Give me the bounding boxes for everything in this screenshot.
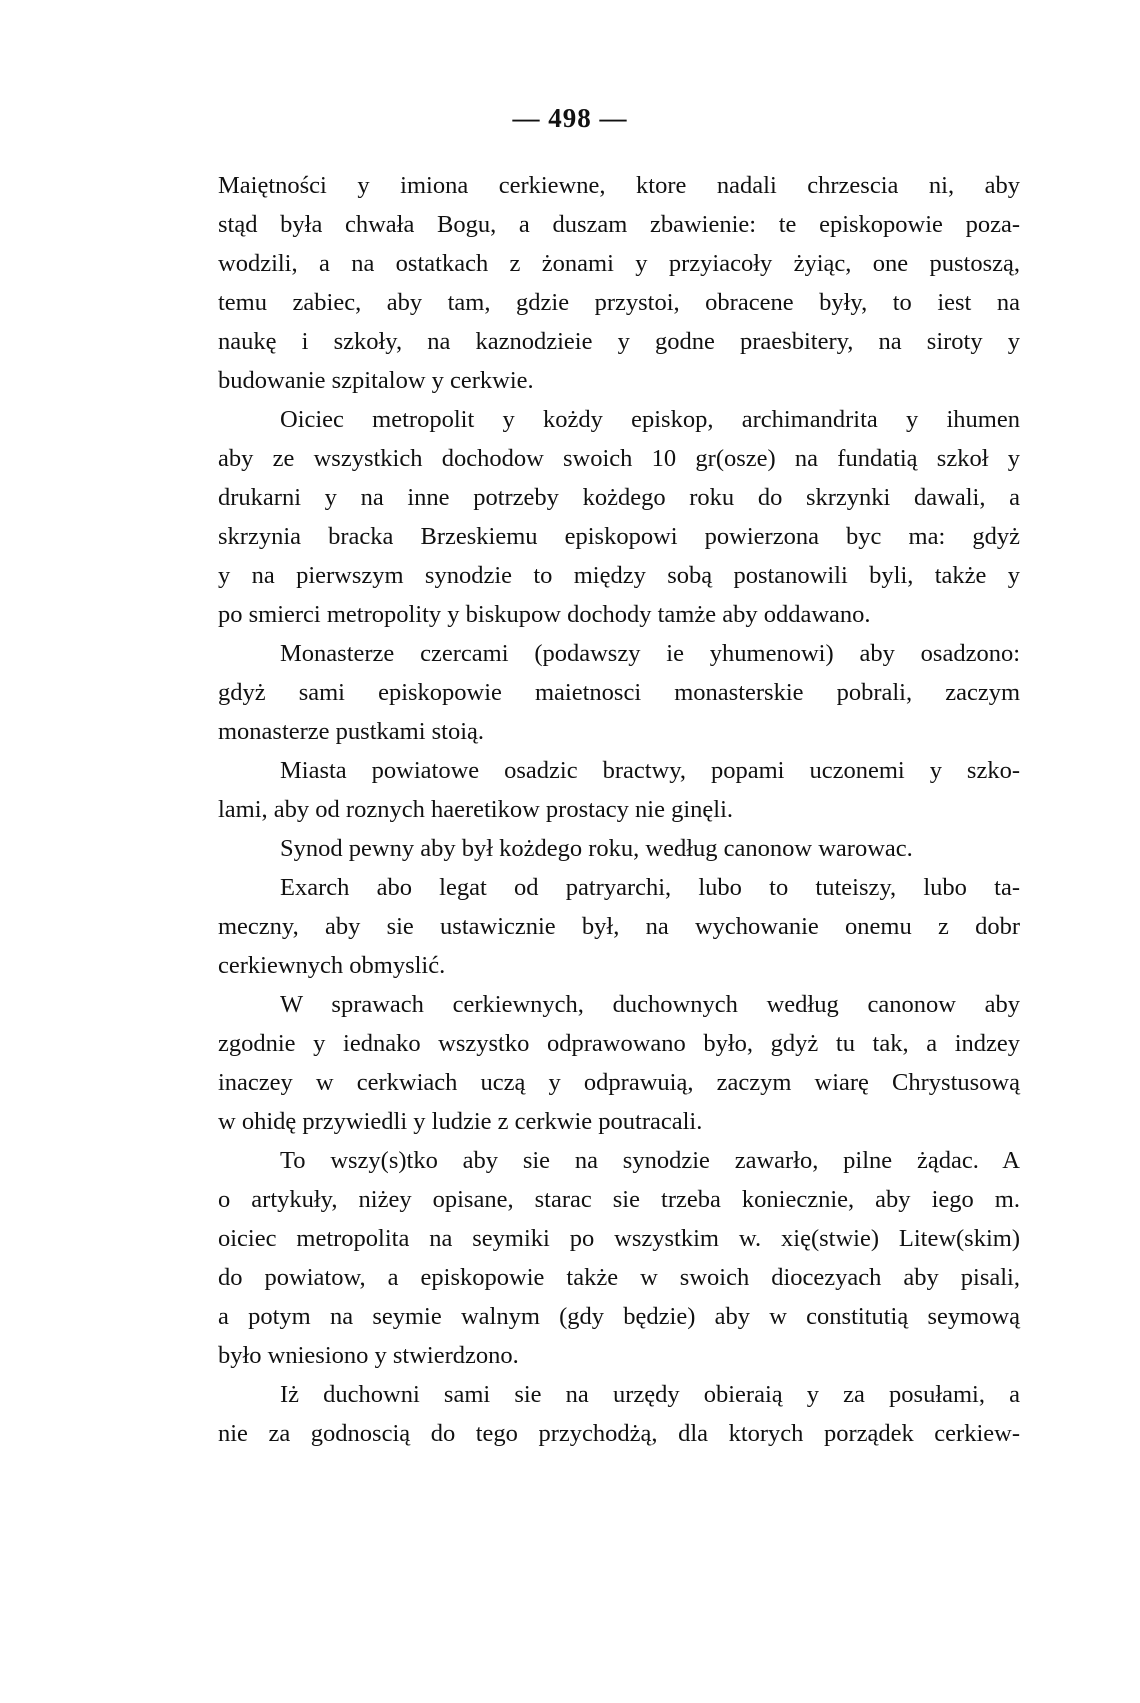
text-line: temu zabiec, aby tam, gdzie przystoi, obracene były, to iest na — [218, 289, 1020, 316]
text-line: drukarni y na inne potrzeby kożdego roku do skrzynki dawali, a — [218, 484, 1020, 511]
text-line: skrzynia bracka Brzeskiemu episkopowi powierzona byc ma: gdyż — [218, 523, 1020, 550]
paragraph-3 — [218, 634, 1020, 751]
paragraph-7 — [218, 985, 1020, 1141]
text-line: Iż duchowni sami sie na urzędy obieraią y za posułami, a — [280, 1381, 1020, 1408]
text-line: Miasta powiatowe osadzic bractwy, popami uczonemi y szko- — [280, 757, 1020, 784]
paragraph-6 — [218, 868, 1020, 985]
text-line: budowanie szpitalow y cerkwie. — [218, 367, 534, 394]
text-line: aby ze wszystkich dochodow swoich 10 gr(osze) na fundatią szkoł y — [218, 445, 1020, 472]
text-line: Oiciec metropolit y kożdy episkop, archimandrita y ihumen — [280, 406, 1020, 433]
text-line: naukę i szkoły, na kaznodzieie y godne praesbitery, na siroty y — [218, 328, 1020, 355]
text-line: To wszy(s)tko aby sie na synodzie zawarło, pilne żądac. A — [280, 1147, 1020, 1174]
text-line: a potym na seymie walnym (gdy będzie) aby w constitutią seymową — [218, 1303, 1020, 1330]
text-line: monasterze pustkami stoią. — [218, 718, 485, 745]
text-line: lami, aby od roznych haeretikow prostacy nie ginęli. — [218, 796, 734, 823]
text-line: w ohidę przywiedli y ludzie z cerkwie poutracali. — [218, 1108, 703, 1135]
text-line: gdyż sami episkopowie maietnosci monasterskie pobrali, zaczym — [218, 679, 1020, 706]
text-line: W sprawach cerkiewnych, duchownych według canonow aby — [280, 991, 1020, 1018]
text-line: zgodnie y iednako wszystko odprawowano było, gdyż tu tak, a indzey — [218, 1030, 1020, 1057]
text-line: o artykuły, niżey opisane, starac sie trzeba koniecznie, aby iego m. — [218, 1186, 1020, 1213]
text-line: meczny, aby sie ustawicznie był, na wychowanie onemu z dobr — [218, 913, 1020, 940]
text-line: stąd była chwała Bogu, a duszam zbawienie: te episkopowie poza- — [218, 211, 1020, 238]
text-line: Monasterze czercami (podawszy ie yhumenowi) aby osadzono: — [280, 640, 1020, 667]
text-line: nie za godnoscią do tego przychodżą, dla ktorych porządek cerkiew- — [218, 1420, 1020, 1447]
text-line: do powiatow, a episkopowie także w swoich diocezyach aby pisali, — [218, 1264, 1020, 1291]
text-line: po smierci metropolity y biskupow dochody tamże aby oddawano. — [218, 601, 871, 628]
text-line: oiciec metropolita na seymiki po wszystkim w. xię(stwie) Litew(skim) — [218, 1225, 1020, 1252]
page-number: — 498 — — [512, 103, 628, 133]
text-line: Synod pewny aby był kożdego roku, według canonow warowac. — [280, 835, 913, 862]
paragraph-8 — [218, 1141, 1020, 1375]
paragraph-4 — [218, 751, 1020, 829]
text-line: Maiętności y imiona cerkiewne, ktore nadali chrzescia ni, aby — [218, 172, 1020, 199]
text-line: y na pierwszym synodzie to między sobą postanowili byli, także y — [218, 562, 1020, 589]
text-line: cerkiewnych obmyslić. — [218, 952, 446, 979]
paragraph-9 — [218, 1375, 1020, 1453]
paragraph-1 — [218, 166, 1020, 400]
paragraph-2 — [218, 400, 1020, 634]
text-line: Exarch abo legat od patryarchi, lubo to tuteiszy, lubo ta- — [280, 874, 1020, 901]
body-text — [218, 166, 1020, 1453]
text-line: wodzili, a na ostatkach z żonami y przyiacoły żyiąc, one pustoszą, — [218, 250, 1020, 277]
text-line: było wniesiono y stwierdzono. — [218, 1342, 519, 1369]
text-line: inaczey w cerkwiach uczą y odprawuią, zaczym wiarę Chrystusową — [218, 1069, 1020, 1096]
paragraph-5 — [218, 829, 1020, 868]
